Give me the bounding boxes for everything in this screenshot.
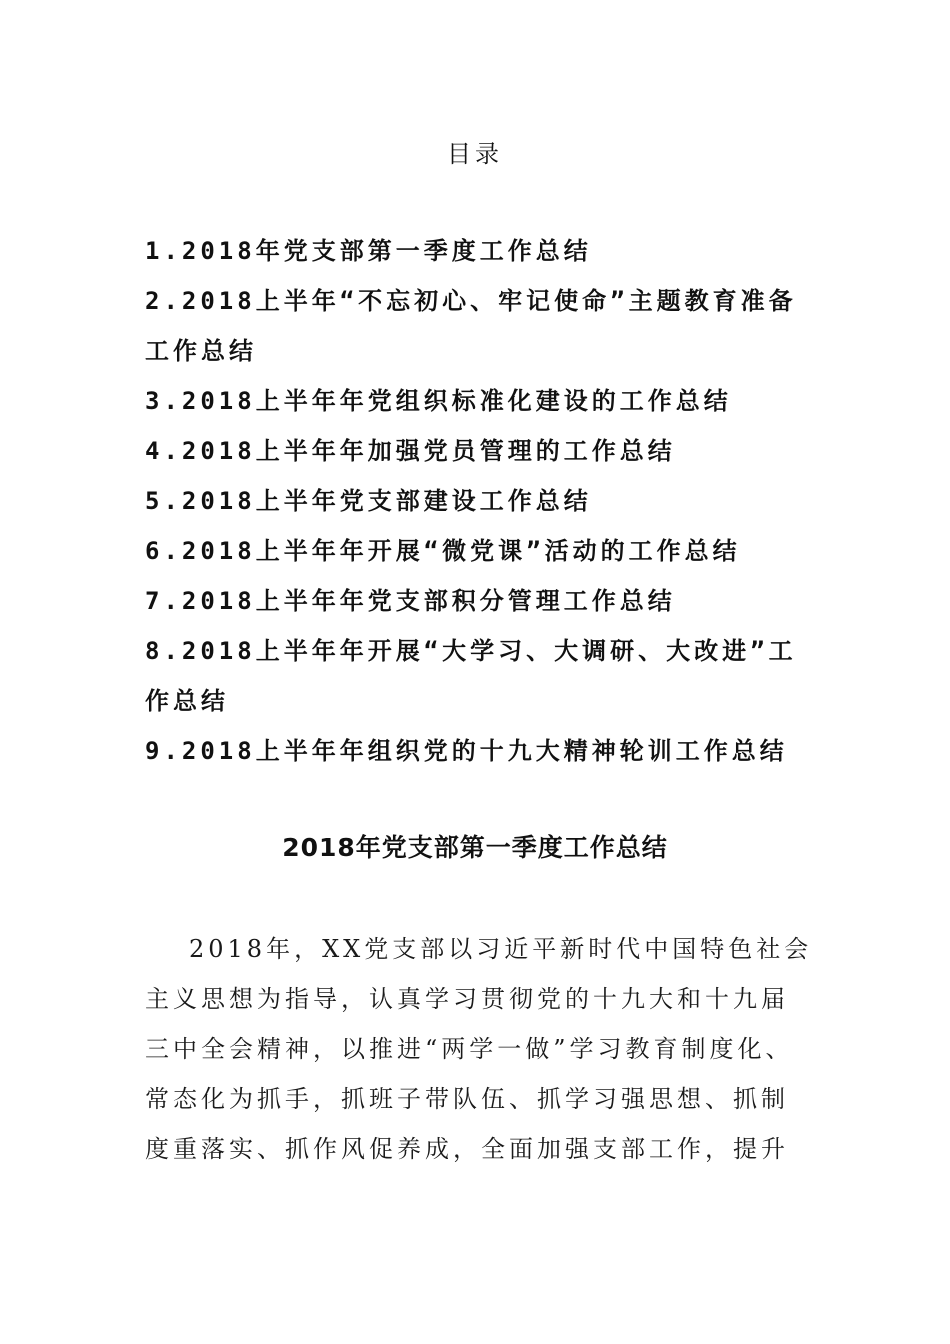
toc-item: 7.2018上半年年党支部积分管理工作总结 — [145, 587, 676, 615]
toc-item: 6.2018上半年年开展“微党课”活动的工作总结 — [145, 537, 741, 565]
toc-heading: 目录 — [447, 140, 503, 168]
toc-item: 8.2018上半年年开展“大学习、大调研、大改进”工作总结 — [145, 637, 797, 715]
toc-item: 1.2018年党支部第一季度工作总结 — [145, 237, 592, 265]
toc-item: 5.2018上半年党支部建设工作总结 — [145, 487, 592, 515]
toc-item: 4.2018上半年年加强党员管理的工作总结 — [145, 437, 676, 465]
toc-item: 9.2018上半年年组织党的十九大精神轮训工作总结 — [145, 737, 788, 765]
toc-item: 3.2018上半年年党组织标准化建设的工作总结 — [145, 387, 732, 415]
toc-item: 2.2018上半年“不忘初心、牢记使命”主题教育准备工作总结 — [145, 287, 797, 365]
body-paragraph: 2018年，XX党支部以习近平新时代中国特色社会主义思想为指导，认真学习贯彻党的十九大和十九届三中全会精神，以推进“两学一做”学习教育制度化、常态化为抓手，抓班子带队伍、抓学习强思想、抓制度重落实、抓作风促养成，全面加强支部工作，提升 — [145, 935, 813, 1163]
section-title: 2018年党支部第一季度工作总结 — [282, 833, 668, 862]
toc-list — [145, 226, 815, 776]
